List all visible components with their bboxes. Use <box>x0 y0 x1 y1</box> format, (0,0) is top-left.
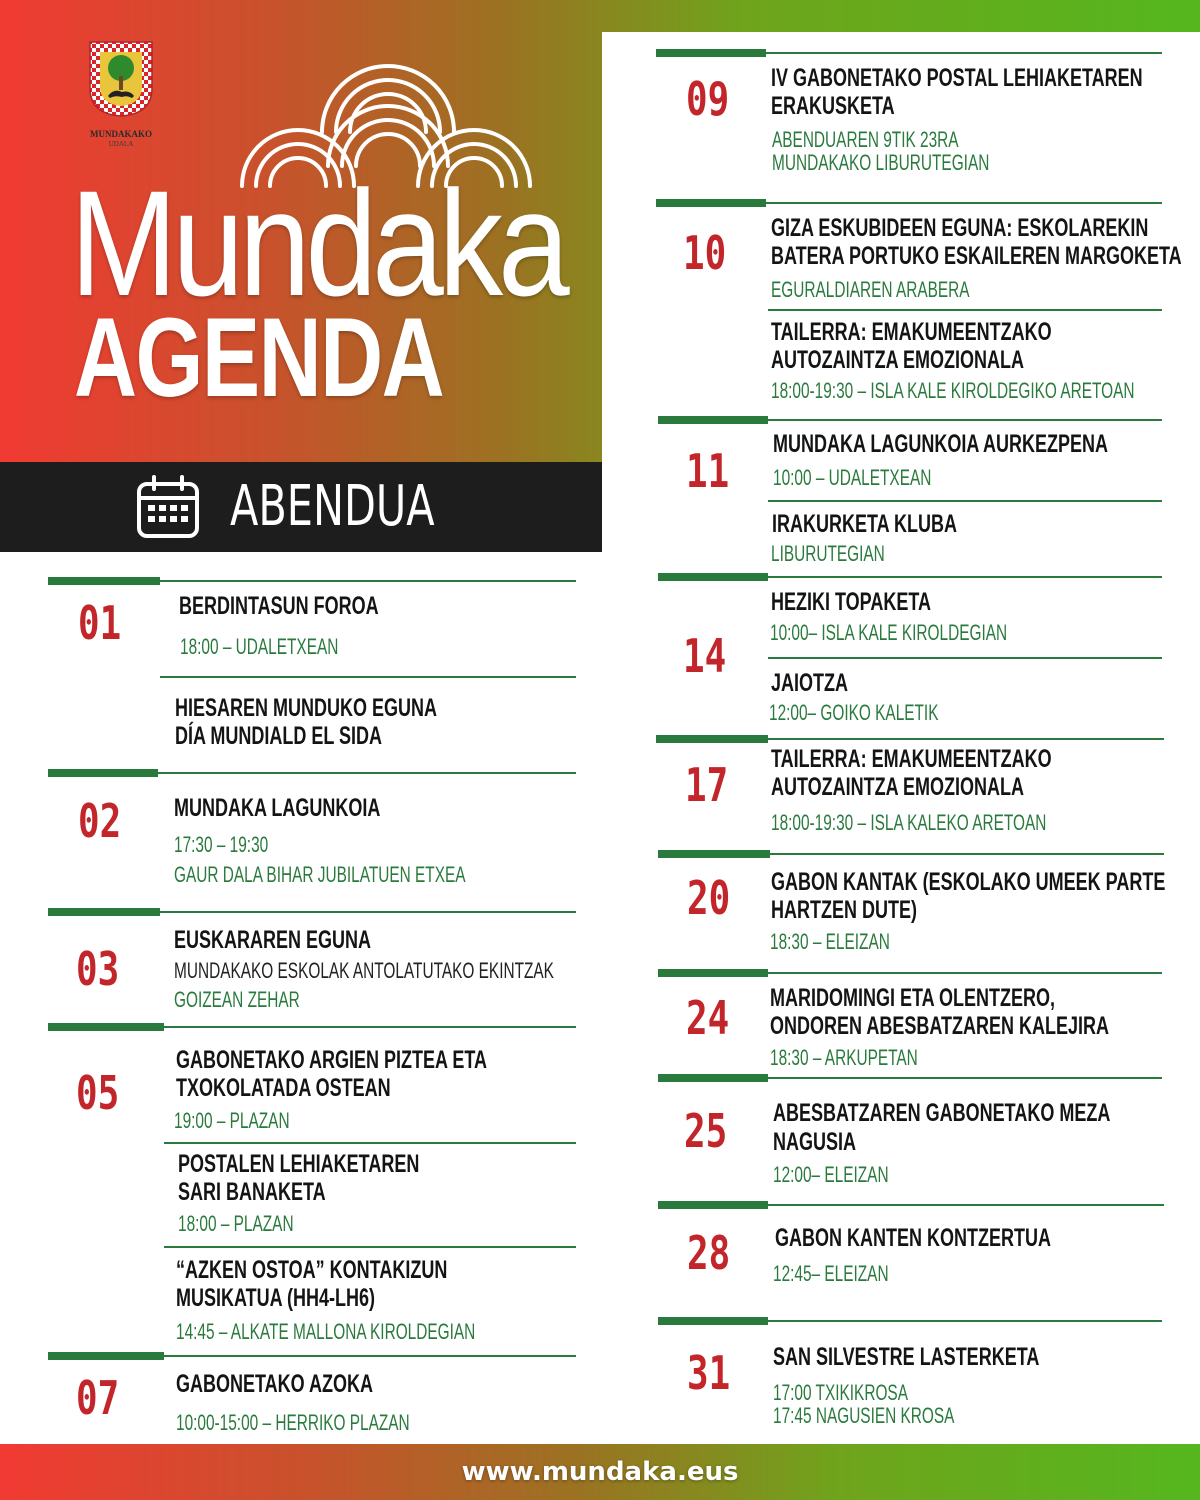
event-title: ABESBATZAREN GABONETAKO MEZA <box>773 1099 1111 1127</box>
event-title: AUTOZAINTZA EMOZIONALA <box>771 773 1024 801</box>
event-title: EUSKARAREN EGUNA <box>174 926 372 954</box>
coat-of-arms-icon <box>88 40 154 118</box>
event-detail: 18:00 – UDALETXEAN <box>180 634 339 659</box>
event-detail: LIBURUTEGIAN <box>771 541 885 566</box>
day-number-01: 01 <box>78 596 122 650</box>
event-detail: 18:00-19:30 – ISLA KALEKO ARETOAN <box>771 810 1047 835</box>
day-number-25: 25 <box>684 1104 728 1158</box>
event-detail: 17:45 NAGUSIEN KROSA <box>773 1403 955 1428</box>
divider-01 <box>48 580 576 582</box>
day-number-03: 03 <box>76 942 120 996</box>
event-title: TAILERRA: EMAKUMEENTZAKO <box>771 318 1052 346</box>
event-title: BERDINTASUN FOROA <box>179 592 379 620</box>
divider-11b <box>768 500 1162 502</box>
event-detail: 17:00 TXIKIKROSA <box>773 1380 908 1405</box>
event-detail: GAUR DALA BIHAR JUBILATUEN ETXEA <box>174 862 466 887</box>
logo-subtitle: UDALA <box>108 140 134 148</box>
event-detail: EGURALDIAREN ARABERA <box>771 277 970 302</box>
event-title: JAIOTZA <box>771 669 849 697</box>
event-detail: 18:30 – ARKUPETAN <box>770 1045 918 1070</box>
day-number-20: 20 <box>687 871 731 925</box>
day-number-02: 02 <box>78 794 122 848</box>
event-title: MUNDAKA LAGUNKOIA AURKEZPENA <box>773 430 1108 458</box>
day-number-07: 07 <box>76 1371 120 1425</box>
event-detail: 10:00– ISLA KALE KIROLDEGIAN <box>770 620 1008 645</box>
divider-03 <box>48 911 576 913</box>
divider-20 <box>658 853 1164 855</box>
divider-07 <box>48 1355 576 1357</box>
day-number-31: 31 <box>687 1346 731 1400</box>
event-title: GABON KANTEN KONTZERTUA <box>775 1224 1051 1252</box>
divider-02 <box>48 772 576 774</box>
event-title: AUTOZAINTZA EMOZIONALA <box>771 346 1024 374</box>
event-detail: MUNDAKAKO LIBURUTEGIAN <box>772 150 990 175</box>
event-detail: 12:45– ELEIZAN <box>773 1261 889 1286</box>
divider-24 <box>658 972 1162 974</box>
event-title: ERAKUSKETA <box>771 92 895 120</box>
event-detail: 14:45 – ALKATE MALLONA KIROLDEGIAN <box>176 1319 476 1344</box>
event-detail: 10:00-15:00 – HERRIKO PLAZAN <box>176 1410 410 1435</box>
event-title: SARI BANAKETA <box>178 1178 326 1206</box>
event-title: HEZIKI TOPAKETA <box>771 588 932 616</box>
divider-05c <box>164 1246 576 1248</box>
event-detail: 10:00 – UDALETXEAN <box>773 465 932 490</box>
event-title: GABONETAKO ARGIEN PIZTEA ETA <box>176 1046 488 1074</box>
divider-10 <box>656 202 1162 204</box>
day-number-05: 05 <box>76 1066 120 1120</box>
event-title: SAN SILVESTRE LASTERKETA <box>773 1343 1040 1371</box>
event-title: MARIDOMINGI ETA OLENTZERO, <box>770 984 1055 1012</box>
page-title: Mundaka <box>70 159 565 327</box>
divider-14b <box>768 657 1162 659</box>
divider-31 <box>658 1320 1162 1322</box>
event-title: POSTALEN LEHIAKETAREN <box>178 1150 420 1178</box>
event-title: GABONETAKO AZOKA <box>176 1370 373 1398</box>
event-detail: ABENDUAREN 9TIK 23RA <box>772 127 959 152</box>
month-bar <box>0 462 602 552</box>
event-title: GABON KANTAK (ESKOLAKO UMEEK PARTE <box>771 868 1166 896</box>
event-title: MUSIKATUA (HH4-LH6) <box>176 1284 375 1312</box>
divider-14 <box>658 576 1162 578</box>
event-title: IV GABONETAKO POSTAL LEHIAKETAREN <box>771 64 1143 92</box>
page-subtitle: AGENDA <box>74 295 444 420</box>
event-title: “AZKEN OSTOA” KONTAKIZUN <box>176 1256 448 1284</box>
event-detail: GOIZEAN ZEHAR <box>174 987 300 1012</box>
divider-10b <box>768 309 1162 311</box>
event-detail: 17:30 – 19:30 <box>174 832 269 857</box>
month-label: ABENDUA <box>230 474 435 539</box>
event-detail: 18:00 – PLAZAN <box>178 1211 294 1236</box>
event-title: GIZA ESKUBIDEEN EGUNA: ESKOLAREKIN <box>771 214 1149 242</box>
divider-05b <box>164 1142 576 1144</box>
divider-11 <box>658 419 1162 421</box>
day-number-09: 09 <box>686 72 730 126</box>
event-detail: 18:30 – ELEIZAN <box>770 929 890 954</box>
event-title: HIESAREN MUNDUKO EGUNA <box>175 694 438 722</box>
divider-28 <box>658 1204 1164 1206</box>
event-title: MUNDAKA LAGUNKOIA <box>174 794 381 822</box>
event-detail: MUNDAKAKO ESKOLAK ANTOLATUTAKO EKINTZAK <box>174 958 554 983</box>
divider-01b <box>160 676 576 678</box>
event-title: TXOKOLATADA OSTEAN <box>176 1074 391 1102</box>
event-title: HARTZEN DUTE) <box>771 896 917 924</box>
day-number-11: 11 <box>686 444 730 498</box>
logo-name: MUNDAKAKO <box>90 129 152 139</box>
event-title: BATERA PORTUKO ESKAILEREN MARGOKETA <box>771 242 1182 270</box>
day-number-14: 14 <box>683 629 727 683</box>
day-number-24: 24 <box>686 991 730 1045</box>
footer-bar <box>0 1444 1200 1500</box>
event-detail: 12:00– GOIKO KALETIK <box>769 700 939 725</box>
calendar-icon <box>136 474 200 540</box>
event-title: NAGUSIA <box>773 1128 857 1156</box>
day-number-17: 17 <box>685 758 729 812</box>
event-title: TAILERRA: EMAKUMEENTZAKO <box>771 745 1052 773</box>
day-number-28: 28 <box>687 1226 731 1280</box>
event-detail: 18:00-19:30 – ISLA KALE KIROLDEGIKO ARETOAN <box>771 378 1135 403</box>
event-title: IRAKURKETA KLUBA <box>772 510 957 538</box>
event-detail: 19:00 – PLAZAN <box>174 1108 290 1133</box>
divider-25 <box>658 1077 1162 1079</box>
event-detail: 12:00– ELEIZAN <box>773 1162 889 1187</box>
divider-17 <box>656 738 1164 740</box>
day-number-10: 10 <box>683 226 727 280</box>
event-title: DÍA MUNDIALD EL SIDA <box>175 722 382 750</box>
website-link[interactable]: www.mundaka.eus <box>461 1457 739 1487</box>
divider-05 <box>48 1026 576 1028</box>
municipal-logo <box>84 40 158 148</box>
divider-09 <box>656 52 1162 54</box>
event-title: ONDOREN ABESBATZAREN KALEJIRA <box>770 1012 1110 1040</box>
